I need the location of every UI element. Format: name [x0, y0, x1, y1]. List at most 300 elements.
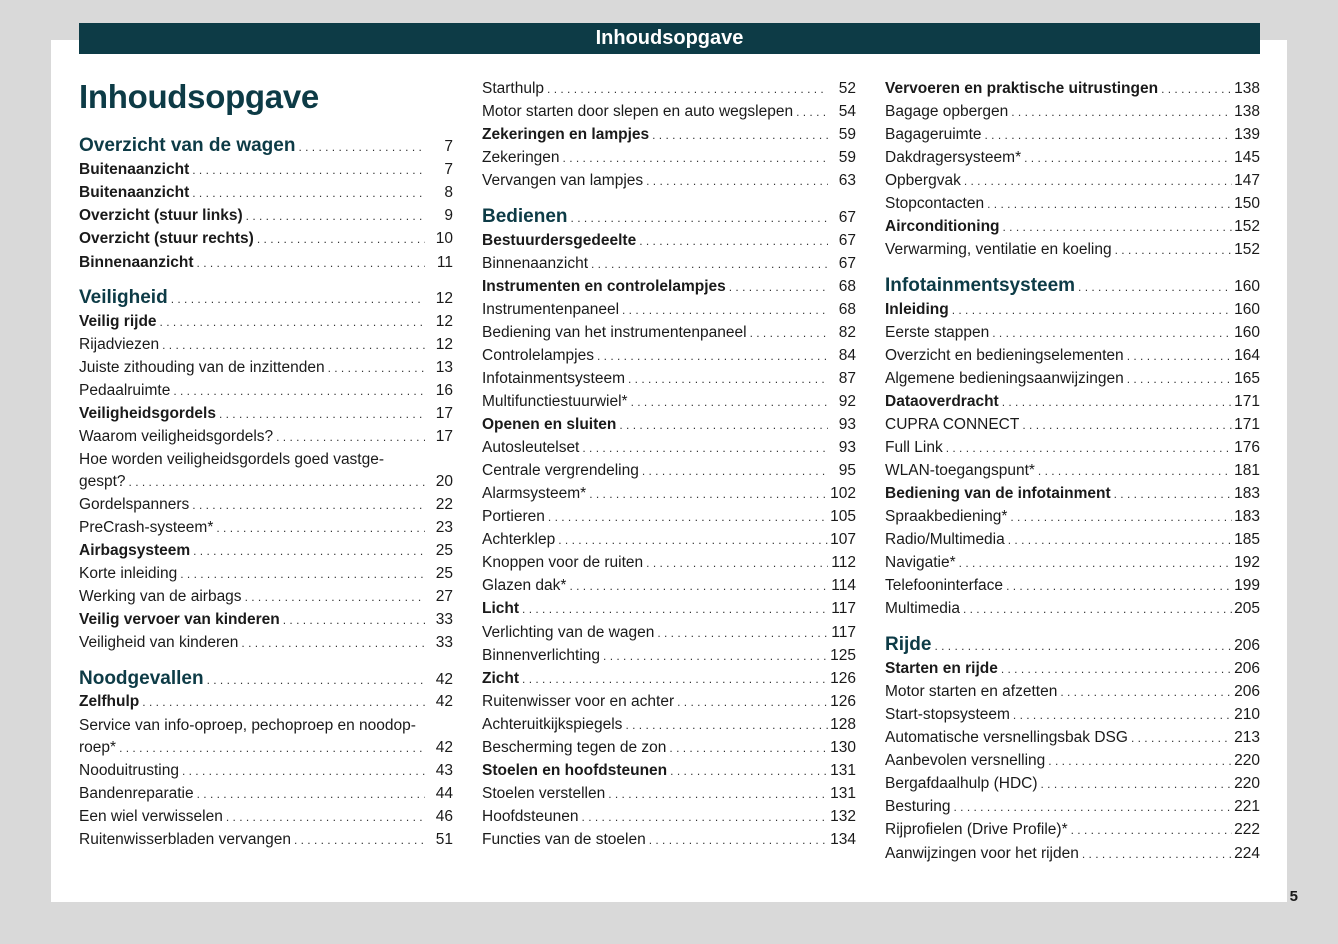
toc-entry-page: 25 — [435, 542, 453, 559]
toc-entry-title: Openen en sluiten — [482, 416, 617, 433]
toc-entry-page: 27 — [435, 588, 453, 605]
dot-leader — [631, 393, 828, 411]
toc-entry[interactable] — [885, 80, 1260, 98]
toc-entry-page: 206 — [1234, 660, 1260, 677]
toc-entry-page: 105 — [830, 508, 856, 525]
toc-entry[interactable] — [482, 531, 856, 549]
toc-entry-title: Aanbevolen versnelling — [885, 752, 1046, 769]
toc-entry-title: Overzicht (stuur rechts) — [79, 230, 254, 247]
toc-entry[interactable] — [79, 565, 453, 583]
dot-leader — [750, 324, 828, 342]
toc-entry[interactable] — [482, 462, 856, 480]
toc-entry-title: Motor starten door slepen en auto wegslepen — [482, 103, 794, 120]
toc-entry-page: 130 — [830, 739, 856, 756]
dot-leader — [1010, 508, 1232, 526]
toc-entry-title: Airbagsysteem — [79, 542, 191, 559]
toc-entry-title: Ruitenwisserbladen vervangen — [79, 831, 291, 848]
toc-entry-page: 92 — [838, 393, 856, 410]
dot-leader — [563, 149, 828, 167]
toc-entry-page: 220 — [1234, 752, 1260, 769]
toc-entry-page: 16 — [435, 382, 453, 399]
toc-entry[interactable] — [885, 660, 1260, 678]
dot-leader — [192, 161, 425, 179]
dot-leader — [294, 831, 425, 849]
dot-leader — [1038, 462, 1232, 480]
toc-entry-page: 68 — [838, 301, 856, 318]
toc-entry[interactable] — [482, 232, 856, 250]
toc-entry-title: Multimedia — [885, 600, 960, 617]
toc-entry[interactable] — [482, 600, 856, 618]
dot-leader — [619, 416, 828, 434]
dot-leader — [1127, 370, 1232, 388]
toc-entry-title: Opbergvak — [885, 172, 961, 189]
toc-entry-page: 87 — [838, 370, 856, 387]
dot-leader — [162, 336, 425, 354]
toc-entry[interactable] — [79, 634, 453, 652]
dot-leader — [246, 207, 425, 225]
dot-leader — [192, 184, 425, 202]
toc-entry[interactable] — [885, 752, 1260, 770]
toc-entry[interactable] — [482, 693, 856, 711]
dot-leader — [328, 359, 425, 377]
toc-entry-title: Overzicht en bedieningselementen — [885, 347, 1124, 364]
toc-entry-title: Juiste zithouding van de inzittenden — [79, 359, 325, 376]
dot-leader — [207, 669, 425, 691]
toc-entry-page: 23 — [435, 519, 453, 536]
toc-entry-page: 206 — [1234, 683, 1260, 700]
toc-entry-title: Verwarming, ventilatie en koeling — [885, 241, 1112, 258]
toc-entry-page: 125 — [830, 647, 856, 664]
dot-leader — [953, 798, 1232, 816]
toc-entry-page: 131 — [830, 785, 856, 802]
toc-entry-title: Instrumenten en controlelampjes — [482, 278, 726, 295]
toc-entry-page: 221 — [1234, 798, 1260, 815]
toc-entry[interactable] — [79, 230, 453, 248]
dot-leader — [283, 611, 425, 629]
toc-entry-title: Vervangen van lampjes — [482, 172, 644, 189]
dot-leader — [1161, 80, 1232, 98]
toc-entry-page: 95 — [838, 462, 856, 479]
dot-leader — [182, 762, 425, 780]
dot-leader — [219, 405, 425, 423]
toc-entry-page: 93 — [838, 416, 856, 433]
toc-entry-title: Inleiding — [885, 301, 949, 318]
toc-entry-page: 93 — [838, 439, 856, 456]
dot-leader — [582, 808, 828, 826]
header-bar: Inhoudsopgave — [79, 23, 1260, 54]
toc-entry[interactable] — [79, 808, 453, 826]
dot-leader — [952, 301, 1232, 319]
toc-entry[interactable] — [79, 611, 453, 629]
toc-entry[interactable] — [79, 359, 453, 377]
dot-leader — [171, 288, 425, 310]
toc-entry[interactable] — [79, 739, 453, 757]
toc-entry-page: 17 — [435, 405, 453, 422]
toc-entry-page: 128 — [830, 716, 856, 733]
toc-entry[interactable] — [482, 762, 856, 780]
dot-leader — [547, 80, 828, 98]
dot-leader — [992, 324, 1232, 342]
toc-entry[interactable] — [482, 831, 856, 849]
toc-entry-title: Starthulp — [482, 80, 545, 97]
toc-section-heading[interactable] — [79, 287, 453, 310]
toc-entry[interactable] — [482, 670, 856, 688]
toc-entry-title: Buitenaanzicht — [79, 161, 190, 178]
toc-entry[interactable] — [885, 798, 1260, 816]
toc-entry-title: Eerste stappen — [885, 324, 990, 341]
dot-leader — [729, 278, 828, 296]
toc-entry-page: 68 — [838, 278, 856, 295]
toc-entry[interactable] — [482, 624, 856, 642]
toc-entry[interactable] — [482, 103, 856, 121]
toc-entry-page: 52 — [838, 80, 856, 97]
toc-entry-title: Achterklep — [482, 531, 556, 548]
toc-entry[interactable] — [482, 278, 856, 296]
toc-entry-title: Veilig rijde — [79, 313, 157, 330]
toc-entry[interactable] — [482, 739, 856, 757]
toc-entry[interactable] — [482, 172, 856, 190]
dot-leader — [1041, 775, 1233, 793]
toc-entry-page: 67 — [838, 232, 856, 249]
dot-leader — [1127, 347, 1232, 365]
toc-entry-title: Zekeringen en lampjes — [482, 126, 650, 143]
toc-entry-title: Buitenaanzicht — [79, 184, 190, 201]
toc-entry-page: 183 — [1234, 508, 1260, 525]
toc-entry-page: 33 — [435, 611, 453, 628]
dot-leader — [625, 716, 828, 734]
toc-entry-page: 46 — [435, 808, 453, 825]
toc-entry-title: Veilig vervoer van kinderen — [79, 611, 280, 628]
toc-entry[interactable] — [885, 439, 1260, 457]
toc-entry-title: roep* — [79, 739, 117, 756]
toc-entry-title: Werking van de airbags — [79, 588, 242, 605]
toc-entry-page: 117 — [831, 624, 856, 641]
toc-entry-title: Aanwijzingen voor het rijden — [885, 845, 1079, 862]
toc-entry-title: Veiligheid van kinderen — [79, 634, 239, 651]
toc-entry-title: Spraakbediening* — [885, 508, 1008, 525]
toc-entry-title: Functies van de stoelen — [482, 831, 646, 848]
dot-leader — [597, 347, 828, 365]
dot-leader — [985, 126, 1232, 144]
toc-entry-page: 213 — [1234, 729, 1260, 746]
toc-entry[interactable] — [482, 370, 856, 388]
dot-leader — [628, 370, 828, 388]
toc-entry[interactable] — [482, 439, 856, 457]
toc-entry[interactable] — [885, 370, 1260, 388]
toc-entry-title: Centrale vergrendeling — [482, 462, 639, 479]
toc-entry-page: 134 — [830, 831, 856, 848]
toc-entry-page: 12 — [435, 290, 453, 307]
toc-entry-title: Alarmsysteem* — [482, 485, 587, 502]
toc-entry-title: Bedienen — [482, 206, 568, 227]
toc-entry[interactable] — [482, 80, 856, 98]
toc-entry-page: 82 — [838, 324, 856, 341]
toc-entry-title: Zekeringen — [482, 149, 560, 166]
toc-entry[interactable] — [482, 485, 856, 503]
toc-entry[interactable] — [482, 255, 856, 273]
toc-entry[interactable] — [79, 762, 453, 780]
dot-leader — [589, 485, 828, 503]
toc-entry[interactable] — [79, 542, 453, 560]
toc-entry[interactable] — [79, 161, 453, 179]
dot-leader — [946, 439, 1232, 457]
dot-leader — [582, 439, 828, 457]
toc-entry[interactable] — [79, 184, 453, 202]
toc-entry-page: 139 — [1234, 126, 1260, 143]
toc-entry-page: 147 — [1234, 172, 1260, 189]
dot-leader — [197, 785, 425, 803]
toc-entry-title: Stoelen verstellen — [482, 785, 606, 802]
dot-leader — [652, 126, 828, 144]
dot-leader — [522, 600, 828, 618]
toc-entry[interactable] — [79, 496, 453, 514]
toc-entry[interactable] — [885, 347, 1260, 365]
toc-entry[interactable] — [885, 462, 1260, 480]
toc-entry-page: 117 — [831, 600, 856, 617]
dot-leader — [160, 313, 425, 331]
toc-entry-page: 131 — [830, 762, 856, 779]
toc-entry-title: Bediening van de infotainment — [885, 485, 1111, 502]
toc-entry[interactable] — [79, 785, 453, 803]
dot-leader — [180, 565, 425, 583]
toc-entry-title: Bediening van het instrumentenpaneel — [482, 324, 747, 341]
dot-leader — [591, 255, 828, 273]
toc-entry-title: Licht — [482, 600, 520, 617]
toc-entry-title: Zicht — [482, 670, 520, 687]
toc-entry[interactable] — [885, 172, 1260, 190]
toc-entry-page: 42 — [435, 671, 453, 688]
toc-entry-title: Full Link — [885, 439, 943, 456]
toc-entry-title: Radio/Multimedia — [885, 531, 1005, 548]
dot-leader — [241, 634, 425, 652]
toc-entry-title: Infotainmentsysteem — [482, 370, 626, 387]
toc-entry-page: 59 — [838, 126, 856, 143]
toc-entry-page: 185 — [1234, 531, 1260, 548]
toc-entry[interactable] — [885, 729, 1260, 747]
toc-entry[interactable] — [885, 845, 1260, 863]
dot-leader — [1114, 485, 1232, 503]
toc-entry-title: Bagageruimte — [885, 126, 982, 143]
toc-entry-title: Bandenreparatie — [79, 785, 194, 802]
dot-leader — [677, 693, 828, 711]
toc-entry-page: 67 — [838, 255, 856, 272]
toc-entry-page: 145 — [1234, 149, 1260, 166]
toc-entry[interactable] — [885, 554, 1260, 572]
toc-section-heading[interactable] — [482, 206, 856, 229]
toc-entry-page: 54 — [838, 103, 856, 120]
dot-leader — [1002, 393, 1232, 411]
toc-entry-title: Binnenaanzicht — [482, 255, 588, 272]
toc-entry[interactable] — [885, 531, 1260, 549]
dot-leader — [193, 542, 425, 560]
toc-entry[interactable] — [482, 393, 856, 411]
dot-leader — [934, 635, 1232, 657]
toc-entry[interactable] — [885, 324, 1260, 342]
toc-entry[interactable] — [482, 324, 856, 342]
toc-entry[interactable] — [79, 588, 453, 606]
toc-entry-title: Besturing — [885, 798, 951, 815]
toc-entry[interactable] — [482, 647, 856, 665]
toc-entry-title: Zelfhulp — [79, 693, 140, 710]
toc-entry-page: 171 — [1234, 393, 1260, 410]
toc-entry-page: 7 — [444, 138, 453, 155]
toc-entry-page: 132 — [830, 808, 856, 825]
toc-entry-title: Binnenverlichting — [482, 647, 601, 664]
toc-entry-page: 20 — [435, 473, 453, 490]
toc-entry[interactable] — [482, 716, 856, 734]
dot-leader — [1060, 683, 1232, 701]
toc-entry[interactable] — [79, 831, 453, 849]
toc-section-heading[interactable] — [885, 634, 1260, 657]
toc-entry-title: Overzicht (stuur links) — [79, 207, 243, 224]
toc-entry-page: 160 — [1234, 278, 1260, 295]
toc-entry[interactable] — [79, 313, 453, 331]
dot-leader — [964, 172, 1232, 190]
toc-entry-title: PreCrash-systeem* — [79, 519, 214, 536]
toc-entry[interactable] — [885, 485, 1260, 503]
toc-entry[interactable] — [885, 301, 1260, 319]
toc-entry-page: 51 — [435, 831, 453, 848]
toc-entry[interactable] — [79, 693, 453, 711]
dot-leader — [1082, 845, 1232, 863]
page-number: 5 — [1289, 888, 1298, 905]
toc-entry-page: 102 — [830, 485, 856, 502]
dot-leader — [226, 808, 425, 826]
toc-entry[interactable] — [885, 600, 1260, 618]
toc-entry-page: 138 — [1234, 80, 1260, 97]
dot-leader — [173, 382, 425, 400]
dot-leader — [1013, 706, 1232, 724]
toc-entry-title: Controlelampjes — [482, 347, 594, 364]
dot-leader — [642, 462, 828, 480]
toc-entry-page: 199 — [1234, 577, 1260, 594]
toc-entry-page: 152 — [1234, 218, 1260, 235]
toc-entry-title: Veiligheid — [79, 287, 168, 308]
toc-entry-title: Vervoeren en praktische uitrustingen — [885, 80, 1159, 97]
toc-entry-page: 160 — [1234, 301, 1260, 318]
toc-section-heading[interactable] — [885, 275, 1260, 298]
toc-entry-title: Pedaalruimte — [79, 382, 171, 399]
toc-entry-title: WLAN-toegangspunt* — [885, 462, 1035, 479]
page-title: Inhoudsopgave — [79, 78, 319, 115]
dot-leader — [670, 762, 828, 780]
toc-entry[interactable] — [79, 428, 453, 446]
toc-entry[interactable] — [885, 821, 1260, 839]
dot-leader — [298, 136, 425, 158]
toc-entry[interactable] — [885, 393, 1260, 411]
dot-leader — [1115, 241, 1232, 259]
toc-entry-title: Knoppen voor de ruiten — [482, 554, 644, 571]
toc-section-heading[interactable] — [79, 668, 453, 691]
toc-entry[interactable] — [79, 382, 453, 400]
toc-entry[interactable] — [482, 126, 856, 144]
dot-leader — [987, 195, 1232, 213]
dot-leader — [1048, 752, 1232, 770]
toc-entry[interactable] — [482, 301, 856, 319]
dot-leader — [558, 531, 828, 549]
dot-leader — [1011, 103, 1232, 121]
toc-entry[interactable] — [79, 207, 453, 225]
toc-entry-page: 205 — [1234, 600, 1260, 617]
toc-entry[interactable] — [885, 149, 1260, 167]
toc-entry[interactable] — [885, 706, 1260, 724]
toc-entry[interactable] — [885, 126, 1260, 144]
dot-leader — [649, 831, 828, 849]
toc-entry[interactable] — [482, 554, 856, 572]
toc-entry-title: Rijadviezen — [79, 336, 160, 353]
dot-leader — [569, 577, 828, 595]
toc-entry-title: Instrumentenpaneel — [482, 301, 620, 318]
toc-entry-title: Veiligheidsgordels — [79, 405, 216, 422]
toc-entry[interactable] — [79, 519, 453, 537]
toc-entry[interactable] — [79, 473, 453, 491]
toc-entry[interactable] — [482, 416, 856, 434]
toc-entry[interactable] — [482, 577, 856, 595]
toc-entry-title: Achteruitkijkspiegels — [482, 716, 623, 733]
toc-entry[interactable] — [79, 336, 453, 354]
toc-entry-title: Start-stopsysteem — [885, 706, 1010, 723]
toc-entry[interactable] — [79, 451, 453, 469]
toc-entry[interactable] — [885, 577, 1260, 595]
dot-leader — [571, 207, 828, 229]
dot-leader — [608, 785, 828, 803]
toc-entry-page: 150 — [1234, 195, 1260, 212]
toc-entry-title: Airconditioning — [885, 218, 1000, 235]
toc-entry-page: 7 — [444, 161, 453, 178]
toc-entry[interactable] — [885, 241, 1260, 259]
toc-entry-title: Hoe worden veiligheidsgordels goed vastge- — [79, 451, 385, 468]
toc-entry-page: 67 — [838, 209, 856, 226]
toc-entry-page: 126 — [830, 670, 856, 687]
toc-entry-page: 126 — [830, 693, 856, 710]
toc-entry-title: Ruitenwisser voor en achter — [482, 693, 675, 710]
toc-entry[interactable] — [482, 785, 856, 803]
toc-entry-title: Dataoverdracht — [885, 393, 999, 410]
toc-entry[interactable] — [482, 347, 856, 365]
toc-entry-page: 42 — [435, 739, 453, 756]
toc-entry[interactable] — [79, 405, 453, 423]
toc-entry[interactable] — [885, 218, 1260, 236]
toc-entry[interactable] — [885, 416, 1260, 434]
dot-leader — [603, 647, 828, 665]
toc-entry-page: 181 — [1234, 462, 1260, 479]
toc-entry[interactable] — [885, 683, 1260, 701]
toc-entry-page: 9 — [444, 207, 453, 224]
dot-leader — [257, 230, 425, 248]
toc-entry-page: 176 — [1234, 439, 1260, 456]
toc-entry[interactable] — [79, 254, 453, 272]
toc-entry-page: 107 — [830, 531, 856, 548]
dot-leader — [796, 103, 828, 121]
toc-entry-page: 84 — [838, 347, 856, 364]
dot-leader — [142, 693, 425, 711]
toc-entry-title: Gordelspanners — [79, 496, 190, 513]
toc-section-heading[interactable] — [79, 135, 453, 158]
toc-entry[interactable] — [482, 508, 856, 526]
toc-entry[interactable] — [885, 508, 1260, 526]
dot-leader — [669, 739, 828, 757]
dot-leader — [963, 600, 1232, 618]
toc-entry-page: 138 — [1234, 103, 1260, 120]
toc-entry-page: 224 — [1234, 845, 1260, 862]
toc-entry[interactable] — [885, 775, 1260, 793]
toc-entry[interactable] — [885, 195, 1260, 213]
toc-entry[interactable] — [885, 103, 1260, 121]
toc-entry[interactable] — [482, 808, 856, 826]
toc-entry[interactable] — [79, 717, 453, 735]
toc-entry[interactable] — [482, 149, 856, 167]
dot-leader — [646, 554, 828, 572]
